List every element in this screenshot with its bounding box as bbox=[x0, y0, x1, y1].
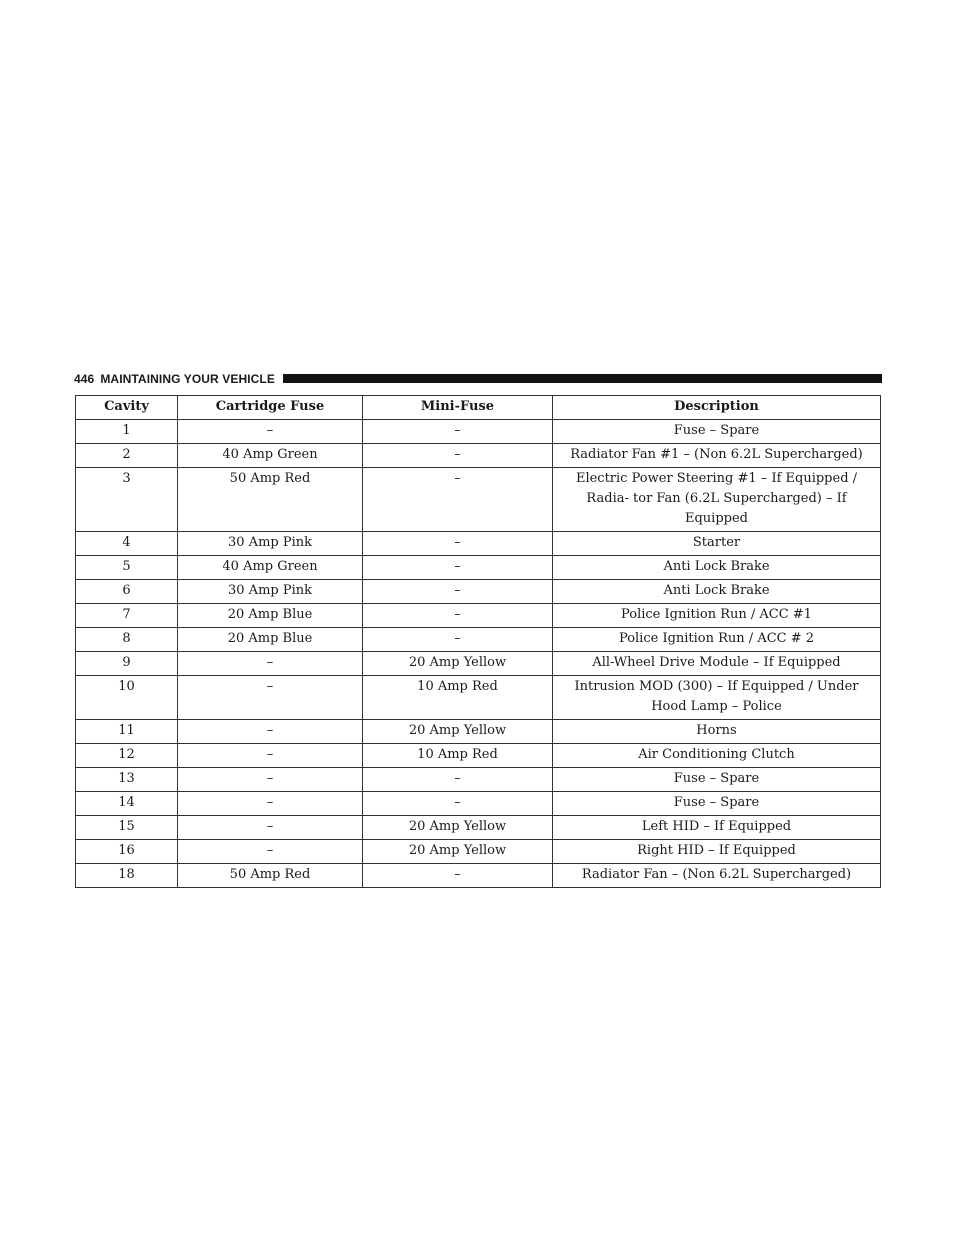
column-header-cartridge-fuse: Cartridge Fuse bbox=[178, 396, 363, 420]
mini-fuse-cell: – bbox=[363, 604, 553, 628]
table-row bbox=[76, 768, 881, 792]
table-row bbox=[76, 532, 881, 556]
cavity-cell: 8 bbox=[76, 628, 178, 652]
cavity-cell: 3 bbox=[76, 468, 178, 532]
description-cell: Left HID – If Equipped bbox=[553, 816, 881, 840]
table-row bbox=[76, 744, 881, 768]
mini-fuse-cell: – bbox=[363, 556, 553, 580]
table-row bbox=[76, 468, 881, 532]
table-row bbox=[76, 720, 881, 744]
page-number: 446 bbox=[74, 371, 95, 386]
mini-fuse-cell: 10 Amp Red bbox=[363, 744, 553, 768]
cavity-cell: 2 bbox=[76, 444, 178, 468]
cartridge-fuse-cell: – bbox=[178, 676, 363, 720]
table-header-row bbox=[76, 396, 881, 420]
mini-fuse-cell: – bbox=[363, 444, 553, 468]
cavity-cell: 10 bbox=[76, 676, 178, 720]
cartridge-fuse-cell: – bbox=[178, 792, 363, 816]
column-header-cavity: Cavity bbox=[76, 396, 178, 420]
mini-fuse-cell: – bbox=[363, 768, 553, 792]
cartridge-fuse-cell: 40 Amp Green bbox=[178, 444, 363, 468]
description-cell: Fuse – Spare bbox=[553, 420, 881, 444]
cavity-cell: 18 bbox=[76, 864, 178, 888]
mini-fuse-cell: – bbox=[363, 532, 553, 556]
description-cell: Anti Lock Brake bbox=[553, 556, 881, 580]
table-row bbox=[76, 816, 881, 840]
table-row bbox=[76, 604, 881, 628]
fuse-table bbox=[75, 395, 881, 888]
mini-fuse-cell: – bbox=[363, 420, 553, 444]
cartridge-fuse-cell: 50 Amp Red bbox=[178, 864, 363, 888]
cavity-cell: 12 bbox=[76, 744, 178, 768]
description-cell: Fuse – Spare bbox=[553, 768, 881, 792]
table-row bbox=[76, 444, 881, 468]
table-row bbox=[76, 420, 881, 444]
cartridge-fuse-cell: 30 Amp Pink bbox=[178, 580, 363, 604]
description-cell: Anti Lock Brake bbox=[553, 580, 881, 604]
cartridge-fuse-cell: – bbox=[178, 840, 363, 864]
description-cell: Police Ignition Run / ACC #1 bbox=[553, 604, 881, 628]
cartridge-fuse-cell: 30 Amp Pink bbox=[178, 532, 363, 556]
table-row bbox=[76, 652, 881, 676]
cavity-cell: 7 bbox=[76, 604, 178, 628]
cartridge-fuse-cell: – bbox=[178, 420, 363, 444]
description-cell: Fuse – Spare bbox=[553, 792, 881, 816]
cartridge-fuse-cell: 50 Amp Red bbox=[178, 468, 363, 532]
description-cell: Intrusion MOD (300) – If Equipped / Under Hood Lamp – Police bbox=[553, 676, 881, 720]
header-rule bbox=[283, 374, 882, 383]
cartridge-fuse-cell: – bbox=[178, 652, 363, 676]
description-cell: Radiator Fan – (Non 6.2L Supercharged) bbox=[553, 864, 881, 888]
mini-fuse-cell: 20 Amp Yellow bbox=[363, 840, 553, 864]
table-row bbox=[76, 864, 881, 888]
description-cell: All-Wheel Drive Module – If Equipped bbox=[553, 652, 881, 676]
cavity-cell: 4 bbox=[76, 532, 178, 556]
cavity-cell: 13 bbox=[76, 768, 178, 792]
cartridge-fuse-cell: 20 Amp Blue bbox=[178, 604, 363, 628]
cavity-cell: 1 bbox=[76, 420, 178, 444]
cartridge-fuse-cell: – bbox=[178, 720, 363, 744]
cavity-cell: 5 bbox=[76, 556, 178, 580]
table-row bbox=[76, 556, 881, 580]
description-cell: Air Conditioning Clutch bbox=[553, 744, 881, 768]
table-row bbox=[76, 676, 881, 720]
table-body bbox=[76, 420, 881, 888]
description-cell: Electric Power Steering #1 – If Equipped / Radia- tor Fan (6.2L Supercharged) – If Equipped bbox=[553, 468, 881, 532]
mini-fuse-cell: 20 Amp Yellow bbox=[363, 652, 553, 676]
cartridge-fuse-cell: 40 Amp Green bbox=[178, 556, 363, 580]
column-header-mini-fuse: Mini-Fuse bbox=[363, 396, 553, 420]
description-cell: Police Ignition Run / ACC # 2 bbox=[553, 628, 881, 652]
cavity-cell: 15 bbox=[76, 816, 178, 840]
description-cell: Starter bbox=[553, 532, 881, 556]
description-cell: Horns bbox=[553, 720, 881, 744]
mini-fuse-cell: – bbox=[363, 468, 553, 532]
cartridge-fuse-cell: – bbox=[178, 768, 363, 792]
description-cell: Radiator Fan #1 – (Non 6.2L Supercharged) bbox=[553, 444, 881, 468]
cavity-cell: 16 bbox=[76, 840, 178, 864]
mini-fuse-cell: – bbox=[363, 580, 553, 604]
table-row bbox=[76, 628, 881, 652]
cavity-cell: 9 bbox=[76, 652, 178, 676]
mini-fuse-cell: 10 Amp Red bbox=[363, 676, 553, 720]
mini-fuse-cell: – bbox=[363, 864, 553, 888]
description-cell: Right HID – If Equipped bbox=[553, 840, 881, 864]
table-row bbox=[76, 792, 881, 816]
table-row bbox=[76, 840, 881, 864]
cavity-cell: 14 bbox=[76, 792, 178, 816]
mini-fuse-cell: 20 Amp Yellow bbox=[363, 720, 553, 744]
table-row bbox=[76, 580, 881, 604]
column-header-description: Description bbox=[553, 396, 881, 420]
cavity-cell: 11 bbox=[76, 720, 178, 744]
section-title: MAINTAINING YOUR VEHICLE bbox=[100, 371, 275, 386]
mini-fuse-cell: – bbox=[363, 628, 553, 652]
mini-fuse-cell: – bbox=[363, 792, 553, 816]
cartridge-fuse-cell: 20 Amp Blue bbox=[178, 628, 363, 652]
cartridge-fuse-cell: – bbox=[178, 816, 363, 840]
page-header bbox=[74, 371, 882, 386]
cartridge-fuse-cell: – bbox=[178, 744, 363, 768]
mini-fuse-cell: 20 Amp Yellow bbox=[363, 816, 553, 840]
cavity-cell: 6 bbox=[76, 580, 178, 604]
